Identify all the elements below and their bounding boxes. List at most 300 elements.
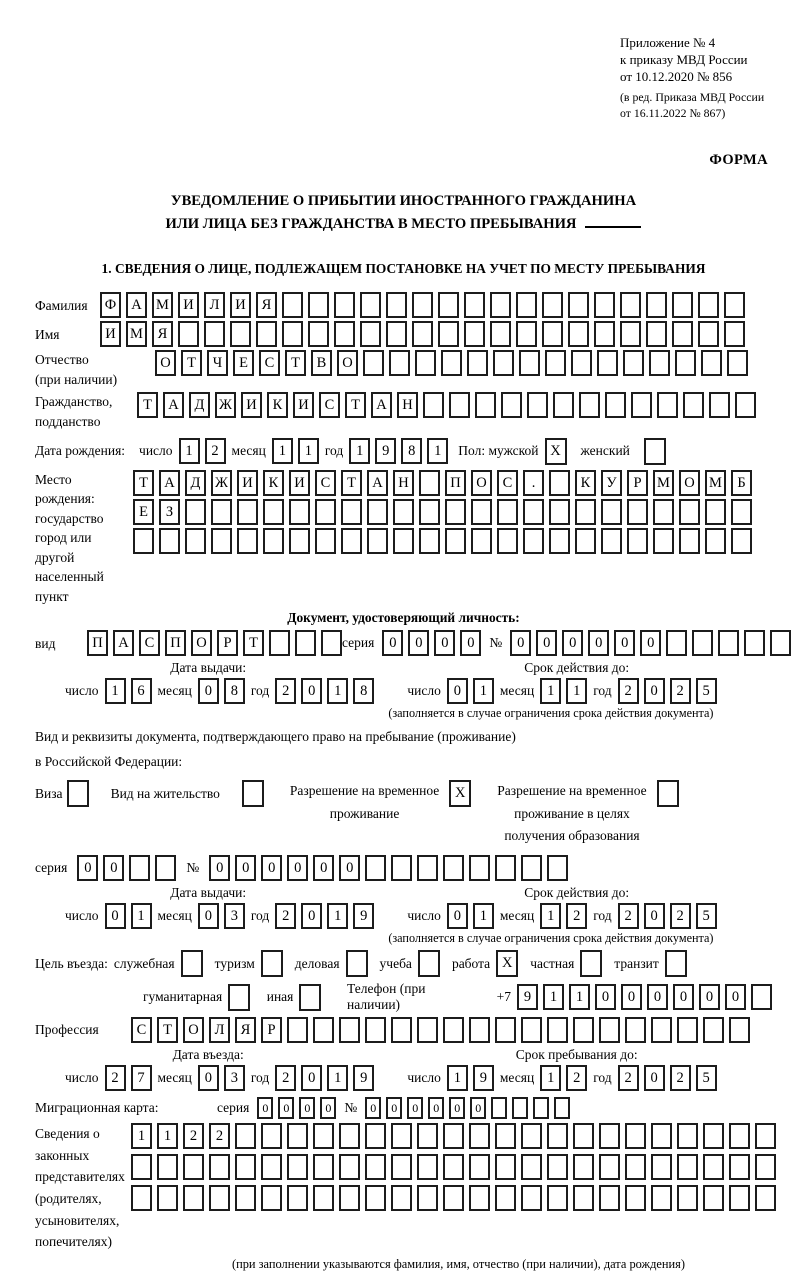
stay-year-cell[interactable]: 5: [696, 1065, 717, 1091]
migration-number-cell[interactable]: 0: [470, 1097, 486, 1119]
birth-place-cell[interactable]: [393, 528, 414, 554]
birth-place-cell[interactable]: [523, 499, 544, 525]
birth-place-cell[interactable]: О: [471, 470, 492, 496]
legal-rep-cell[interactable]: [287, 1123, 308, 1149]
stay-month-cell[interactable]: 2: [566, 1065, 587, 1091]
patronymic-cell[interactable]: Т: [285, 350, 306, 376]
legal-rep-cell[interactable]: [339, 1123, 360, 1149]
sex-male-checkbox[interactable]: X: [545, 438, 567, 465]
surname-cell[interactable]: [672, 292, 693, 318]
profession-cell[interactable]: Р: [261, 1017, 282, 1043]
birth-place-cell[interactable]: [653, 528, 674, 554]
profession-cell[interactable]: [521, 1017, 542, 1043]
legal-rep-cell[interactable]: [391, 1185, 412, 1211]
legal-rep-cell[interactable]: [365, 1123, 386, 1149]
identity-kind-cell[interactable]: [269, 630, 290, 656]
purpose-work-checkbox[interactable]: X: [496, 950, 518, 977]
legal-rep-cell[interactable]: [599, 1185, 620, 1211]
birth-place-cell[interactable]: З: [159, 499, 180, 525]
arrival-year-cell[interactable]: 2: [275, 1065, 296, 1091]
citizenship-cell[interactable]: [605, 392, 626, 418]
citizenship-cell[interactable]: [683, 392, 704, 418]
profession-cell[interactable]: [469, 1017, 490, 1043]
legal-rep-cell[interactable]: [417, 1123, 438, 1149]
legal-rep-cell[interactable]: [443, 1123, 464, 1149]
patronymic-cell[interactable]: [467, 350, 488, 376]
legal-rep-cell[interactable]: 1: [131, 1123, 152, 1149]
profession-cell[interactable]: [365, 1017, 386, 1043]
birth-place-cell[interactable]: [549, 528, 570, 554]
citizenship-cell[interactable]: А: [163, 392, 184, 418]
identity-number-cell[interactable]: 0: [510, 630, 531, 656]
birth-place-cell[interactable]: [627, 528, 648, 554]
given-name-cell[interactable]: [308, 321, 329, 347]
surname-cell[interactable]: Ф: [100, 292, 121, 318]
identity-kind-cell[interactable]: [321, 630, 342, 656]
patronymic-cell[interactable]: Т: [181, 350, 202, 376]
birth-place-cell[interactable]: [211, 499, 232, 525]
legal-rep-cell[interactable]: 1: [157, 1123, 178, 1149]
residence-issue-month-cell[interactable]: 0: [198, 903, 219, 929]
legal-rep-cell[interactable]: [703, 1154, 724, 1180]
patronymic-cell[interactable]: [545, 350, 566, 376]
birth-place-cell[interactable]: К: [263, 470, 284, 496]
legal-rep-cell[interactable]: [703, 1185, 724, 1211]
birth-place-cell[interactable]: [367, 528, 388, 554]
stay-month-cell[interactable]: 1: [540, 1065, 561, 1091]
residence-number-cell[interactable]: [365, 855, 386, 881]
identity-number-cell[interactable]: [744, 630, 765, 656]
patronymic-cell[interactable]: О: [155, 350, 176, 376]
purpose-study-checkbox[interactable]: [418, 950, 440, 977]
residence-number-cell[interactable]: 0: [235, 855, 256, 881]
surname-cell[interactable]: [386, 292, 407, 318]
patronymic-cell[interactable]: [727, 350, 748, 376]
legal-rep-cell[interactable]: [209, 1185, 230, 1211]
birth-place-cell[interactable]: Т: [341, 470, 362, 496]
residence-number-cell[interactable]: [469, 855, 490, 881]
legal-rep-cell[interactable]: [365, 1185, 386, 1211]
birth-place-cell[interactable]: [627, 499, 648, 525]
citizenship-cell[interactable]: [527, 392, 548, 418]
legal-rep-cell[interactable]: [417, 1185, 438, 1211]
profession-cell[interactable]: [573, 1017, 594, 1043]
profession-cell[interactable]: [729, 1017, 750, 1043]
birth-place-cell[interactable]: М: [705, 470, 726, 496]
birth-place-cell[interactable]: [497, 528, 518, 554]
phone-digit-cell[interactable]: 0: [595, 984, 616, 1010]
birth-place-cell[interactable]: [445, 499, 466, 525]
birth-month-cell[interactable]: 1: [272, 438, 293, 464]
legal-rep-cell[interactable]: [157, 1185, 178, 1211]
legal-rep-cell[interactable]: [261, 1123, 282, 1149]
migration-number-cell[interactable]: [533, 1097, 549, 1119]
legal-rep-cell[interactable]: [599, 1123, 620, 1149]
legal-rep-cell[interactable]: [183, 1154, 204, 1180]
legal-rep-cell[interactable]: [469, 1123, 490, 1149]
citizenship-cell[interactable]: [579, 392, 600, 418]
identity-number-cell[interactable]: 0: [536, 630, 557, 656]
legal-rep-cell[interactable]: [547, 1185, 568, 1211]
residence-issue-day-cell[interactable]: 0: [105, 903, 126, 929]
migration-number-cell[interactable]: 0: [386, 1097, 402, 1119]
legal-rep-cell[interactable]: [729, 1185, 750, 1211]
surname-cell[interactable]: [542, 292, 563, 318]
purpose-commercial-checkbox[interactable]: [346, 950, 368, 977]
edu-permit-checkbox[interactable]: [657, 780, 679, 807]
identity-valid-year-cell[interactable]: 2: [618, 678, 639, 704]
legal-rep-cell[interactable]: [209, 1154, 230, 1180]
legal-rep-cell[interactable]: [625, 1123, 646, 1149]
surname-cell[interactable]: [282, 292, 303, 318]
legal-rep-cell[interactable]: [287, 1154, 308, 1180]
patronymic-cell[interactable]: [571, 350, 592, 376]
identity-kind-cell[interactable]: С: [139, 630, 160, 656]
legal-rep-cell[interactable]: [157, 1154, 178, 1180]
given-name-cell[interactable]: [204, 321, 225, 347]
citizenship-cell[interactable]: И: [293, 392, 314, 418]
citizenship-cell[interactable]: Ж: [215, 392, 236, 418]
given-name-cell[interactable]: [568, 321, 589, 347]
legal-rep-cell[interactable]: [677, 1185, 698, 1211]
legal-rep-cell[interactable]: [547, 1123, 568, 1149]
surname-cell[interactable]: И: [230, 292, 251, 318]
identity-number-cell[interactable]: 0: [614, 630, 635, 656]
legal-rep-cell[interactable]: 2: [209, 1123, 230, 1149]
birth-place-cell[interactable]: [289, 499, 310, 525]
profession-cell[interactable]: [313, 1017, 334, 1043]
purpose-other-checkbox[interactable]: [299, 984, 321, 1011]
citizenship-cell[interactable]: И: [241, 392, 262, 418]
purpose-tourism-checkbox[interactable]: [261, 950, 283, 977]
birth-place-cell[interactable]: [731, 528, 752, 554]
profession-cell[interactable]: [495, 1017, 516, 1043]
patronymic-cell[interactable]: [493, 350, 514, 376]
birth-place-cell[interactable]: [523, 528, 544, 554]
patronymic-cell[interactable]: [441, 350, 462, 376]
residence-valid-day-cell[interactable]: 1: [473, 903, 494, 929]
birth-month-cell[interactable]: 1: [298, 438, 319, 464]
given-name-cell[interactable]: И: [100, 321, 121, 347]
residence-number-cell[interactable]: [443, 855, 464, 881]
given-name-cell[interactable]: [464, 321, 485, 347]
birth-place-cell[interactable]: [315, 528, 336, 554]
migration-series-cell[interactable]: 0: [278, 1097, 294, 1119]
birth-place-cell[interactable]: О: [679, 470, 700, 496]
citizenship-cell[interactable]: [423, 392, 444, 418]
birth-place-cell[interactable]: [263, 528, 284, 554]
birth-place-cell[interactable]: К: [575, 470, 596, 496]
stay-year-cell[interactable]: 0: [644, 1065, 665, 1091]
profession-cell[interactable]: [443, 1017, 464, 1043]
identity-valid-year-cell[interactable]: 0: [644, 678, 665, 704]
legal-rep-cell[interactable]: [677, 1123, 698, 1149]
legal-rep-cell[interactable]: [469, 1154, 490, 1180]
given-name-cell[interactable]: [490, 321, 511, 347]
purpose-transit-checkbox[interactable]: [665, 950, 687, 977]
surname-cell[interactable]: [646, 292, 667, 318]
surname-cell[interactable]: [698, 292, 719, 318]
surname-cell[interactable]: Л: [204, 292, 225, 318]
citizenship-cell[interactable]: [631, 392, 652, 418]
phone-digit-cell[interactable]: [751, 984, 772, 1010]
migration-number-cell[interactable]: [554, 1097, 570, 1119]
birth-place-cell[interactable]: М: [653, 470, 674, 496]
identity-number-cell[interactable]: 0: [562, 630, 583, 656]
residence-permit-checkbox[interactable]: [242, 780, 264, 807]
profession-cell[interactable]: [677, 1017, 698, 1043]
surname-cell[interactable]: [360, 292, 381, 318]
surname-cell[interactable]: [464, 292, 485, 318]
legal-rep-cell[interactable]: [755, 1154, 776, 1180]
residence-number-cell[interactable]: 0: [261, 855, 282, 881]
residence-series-cell[interactable]: 0: [103, 855, 124, 881]
birth-year-cell[interactable]: 1: [349, 438, 370, 464]
residence-number-cell[interactable]: [417, 855, 438, 881]
birth-place-cell[interactable]: [341, 528, 362, 554]
patronymic-cell[interactable]: [389, 350, 410, 376]
stay-day-cell[interactable]: 1: [447, 1065, 468, 1091]
profession-cell[interactable]: [287, 1017, 308, 1043]
birth-place-cell[interactable]: [653, 499, 674, 525]
birth-place-cell[interactable]: [549, 470, 570, 496]
birth-place-cell[interactable]: Б: [731, 470, 752, 496]
surname-cell[interactable]: М: [152, 292, 173, 318]
birth-place-cell[interactable]: [315, 499, 336, 525]
birth-year-cell[interactable]: 1: [427, 438, 448, 464]
birth-place-cell[interactable]: А: [367, 470, 388, 496]
given-name-cell[interactable]: Я: [152, 321, 173, 347]
patronymic-cell[interactable]: [519, 350, 540, 376]
patronymic-cell[interactable]: [415, 350, 436, 376]
given-name-cell[interactable]: [542, 321, 563, 347]
birth-place-cell[interactable]: [471, 528, 492, 554]
citizenship-cell[interactable]: [735, 392, 756, 418]
profession-cell[interactable]: [339, 1017, 360, 1043]
identity-series-cell[interactable]: 0: [434, 630, 455, 656]
birth-place-cell[interactable]: И: [237, 470, 258, 496]
birth-year-cell[interactable]: 8: [401, 438, 422, 464]
profession-cell[interactable]: Я: [235, 1017, 256, 1043]
birth-place-cell[interactable]: [133, 528, 154, 554]
citizenship-cell[interactable]: Т: [137, 392, 158, 418]
birth-place-cell[interactable]: [159, 528, 180, 554]
citizenship-cell[interactable]: [501, 392, 522, 418]
legal-rep-cell[interactable]: [131, 1154, 152, 1180]
legal-rep-cell[interactable]: [261, 1154, 282, 1180]
identity-number-cell[interactable]: [770, 630, 791, 656]
profession-cell[interactable]: [599, 1017, 620, 1043]
birth-place-cell[interactable]: [575, 528, 596, 554]
birth-place-cell[interactable]: [419, 499, 440, 525]
birth-place-cell[interactable]: [237, 499, 258, 525]
residence-number-cell[interactable]: 0: [313, 855, 334, 881]
identity-kind-cell[interactable]: Р: [217, 630, 238, 656]
identity-valid-year-cell[interactable]: 2: [670, 678, 691, 704]
birth-place-cell[interactable]: [679, 528, 700, 554]
legal-rep-cell[interactable]: [313, 1185, 334, 1211]
birth-place-cell[interactable]: Р: [627, 470, 648, 496]
birth-place-cell[interactable]: Н: [393, 470, 414, 496]
surname-cell[interactable]: А: [126, 292, 147, 318]
legal-rep-cell[interactable]: [495, 1185, 516, 1211]
legal-rep-cell[interactable]: [131, 1185, 152, 1211]
patronymic-cell[interactable]: [363, 350, 384, 376]
surname-cell[interactable]: И: [178, 292, 199, 318]
identity-kind-cell[interactable]: П: [87, 630, 108, 656]
given-name-cell[interactable]: [724, 321, 745, 347]
birth-place-cell[interactable]: Т: [133, 470, 154, 496]
profession-cell[interactable]: [391, 1017, 412, 1043]
birth-day-cell[interactable]: 2: [205, 438, 226, 464]
arrival-month-cell[interactable]: 3: [224, 1065, 245, 1091]
identity-series-cell[interactable]: 0: [408, 630, 429, 656]
legal-rep-cell[interactable]: [755, 1185, 776, 1211]
legal-rep-cell[interactable]: [573, 1185, 594, 1211]
legal-rep-cell[interactable]: [313, 1154, 334, 1180]
legal-rep-cell[interactable]: [495, 1123, 516, 1149]
identity-valid-year-cell[interactable]: 5: [696, 678, 717, 704]
birth-place-cell[interactable]: [393, 499, 414, 525]
patronymic-cell[interactable]: О: [337, 350, 358, 376]
visa-checkbox[interactable]: [67, 780, 89, 807]
arrival-year-cell[interactable]: 0: [301, 1065, 322, 1091]
identity-issue-year-cell[interactable]: 8: [353, 678, 374, 704]
arrival-year-cell[interactable]: 1: [327, 1065, 348, 1091]
surname-cell[interactable]: [308, 292, 329, 318]
legal-rep-cell[interactable]: [677, 1154, 698, 1180]
identity-kind-cell[interactable]: [295, 630, 316, 656]
residence-number-cell[interactable]: [391, 855, 412, 881]
given-name-cell[interactable]: [698, 321, 719, 347]
birth-place-cell[interactable]: [705, 528, 726, 554]
profession-cell[interactable]: О: [183, 1017, 204, 1043]
legal-rep-cell[interactable]: [417, 1154, 438, 1180]
identity-number-cell[interactable]: 0: [588, 630, 609, 656]
residence-issue-year-cell[interactable]: 2: [275, 903, 296, 929]
migration-number-cell[interactable]: 0: [407, 1097, 423, 1119]
legal-rep-cell[interactable]: [573, 1154, 594, 1180]
profession-cell[interactable]: [703, 1017, 724, 1043]
patronymic-cell[interactable]: [675, 350, 696, 376]
given-name-cell[interactable]: [516, 321, 537, 347]
identity-kind-cell[interactable]: П: [165, 630, 186, 656]
given-name-cell[interactable]: [230, 321, 251, 347]
profession-cell[interactable]: [417, 1017, 438, 1043]
residence-valid-month-cell[interactable]: 2: [566, 903, 587, 929]
citizenship-cell[interactable]: Н: [397, 392, 418, 418]
residence-series-cell[interactable]: 0: [77, 855, 98, 881]
legal-rep-cell[interactable]: [313, 1123, 334, 1149]
citizenship-cell[interactable]: А: [371, 392, 392, 418]
phone-digit-cell[interactable]: 0: [647, 984, 668, 1010]
birth-place-cell[interactable]: [601, 528, 622, 554]
given-name-cell[interactable]: [256, 321, 277, 347]
identity-issue-year-cell[interactable]: 0: [301, 678, 322, 704]
legal-rep-cell[interactable]: [651, 1123, 672, 1149]
citizenship-cell[interactable]: [475, 392, 496, 418]
legal-rep-cell[interactable]: [183, 1185, 204, 1211]
birth-place-cell[interactable]: Е: [133, 499, 154, 525]
temp-permit-checkbox[interactable]: X: [449, 780, 471, 807]
birth-place-cell[interactable]: Д: [185, 470, 206, 496]
citizenship-cell[interactable]: [657, 392, 678, 418]
phone-digit-cell[interactable]: 0: [621, 984, 642, 1010]
legal-rep-cell[interactable]: [547, 1154, 568, 1180]
legal-rep-cell[interactable]: [599, 1154, 620, 1180]
birth-place-cell[interactable]: [211, 528, 232, 554]
legal-rep-cell[interactable]: [339, 1185, 360, 1211]
given-name-cell[interactable]: [672, 321, 693, 347]
birth-place-cell[interactable]: [237, 528, 258, 554]
birth-place-cell[interactable]: У: [601, 470, 622, 496]
residence-issue-year-cell[interactable]: 9: [353, 903, 374, 929]
birth-place-cell[interactable]: [185, 528, 206, 554]
birth-place-cell[interactable]: П: [445, 470, 466, 496]
arrival-month-cell[interactable]: 0: [198, 1065, 219, 1091]
citizenship-cell[interactable]: [709, 392, 730, 418]
birth-place-cell[interactable]: [445, 528, 466, 554]
legal-rep-cell[interactable]: [521, 1185, 542, 1211]
birth-place-cell[interactable]: [705, 499, 726, 525]
surname-cell[interactable]: [620, 292, 641, 318]
residence-number-cell[interactable]: 0: [339, 855, 360, 881]
patronymic-cell[interactable]: С: [259, 350, 280, 376]
residence-issue-year-cell[interactable]: 0: [301, 903, 322, 929]
citizenship-cell[interactable]: [449, 392, 470, 418]
birth-place-cell[interactable]: [497, 499, 518, 525]
identity-valid-month-cell[interactable]: 1: [566, 678, 587, 704]
identity-issue-month-cell[interactable]: 0: [198, 678, 219, 704]
legal-rep-cell[interactable]: [521, 1123, 542, 1149]
given-name-cell[interactable]: [178, 321, 199, 347]
identity-valid-day-cell[interactable]: 1: [473, 678, 494, 704]
purpose-private-checkbox[interactable]: [580, 950, 602, 977]
residence-issue-day-cell[interactable]: 1: [131, 903, 152, 929]
birth-day-cell[interactable]: 1: [179, 438, 200, 464]
surname-cell[interactable]: [490, 292, 511, 318]
legal-rep-cell[interactable]: [391, 1154, 412, 1180]
legal-rep-cell[interactable]: [443, 1185, 464, 1211]
profession-cell[interactable]: С: [131, 1017, 152, 1043]
identity-valid-day-cell[interactable]: 0: [447, 678, 468, 704]
phone-digit-cell[interactable]: 0: [725, 984, 746, 1010]
legal-rep-cell[interactable]: [729, 1123, 750, 1149]
given-name-cell[interactable]: [620, 321, 641, 347]
identity-kind-cell[interactable]: Т: [243, 630, 264, 656]
identity-issue-day-cell[interactable]: 6: [131, 678, 152, 704]
migration-number-cell[interactable]: 0: [365, 1097, 381, 1119]
profession-cell[interactable]: Л: [209, 1017, 230, 1043]
legal-rep-cell[interactable]: [651, 1154, 672, 1180]
residence-valid-day-cell[interactable]: 0: [447, 903, 468, 929]
migration-number-cell[interactable]: [491, 1097, 507, 1119]
citizenship-cell[interactable]: Т: [345, 392, 366, 418]
purpose-business-checkbox[interactable]: [181, 950, 203, 977]
residence-valid-year-cell[interactable]: 2: [618, 903, 639, 929]
identity-number-cell[interactable]: 0: [640, 630, 661, 656]
birth-place-cell[interactable]: [419, 470, 440, 496]
citizenship-cell[interactable]: К: [267, 392, 288, 418]
citizenship-cell[interactable]: [553, 392, 574, 418]
surname-cell[interactable]: [724, 292, 745, 318]
legal-rep-cell[interactable]: [755, 1123, 776, 1149]
legal-rep-cell[interactable]: [391, 1123, 412, 1149]
profession-cell[interactable]: Т: [157, 1017, 178, 1043]
patronymic-cell[interactable]: [701, 350, 722, 376]
identity-issue-month-cell[interactable]: 8: [224, 678, 245, 704]
birth-place-cell[interactable]: [549, 499, 570, 525]
